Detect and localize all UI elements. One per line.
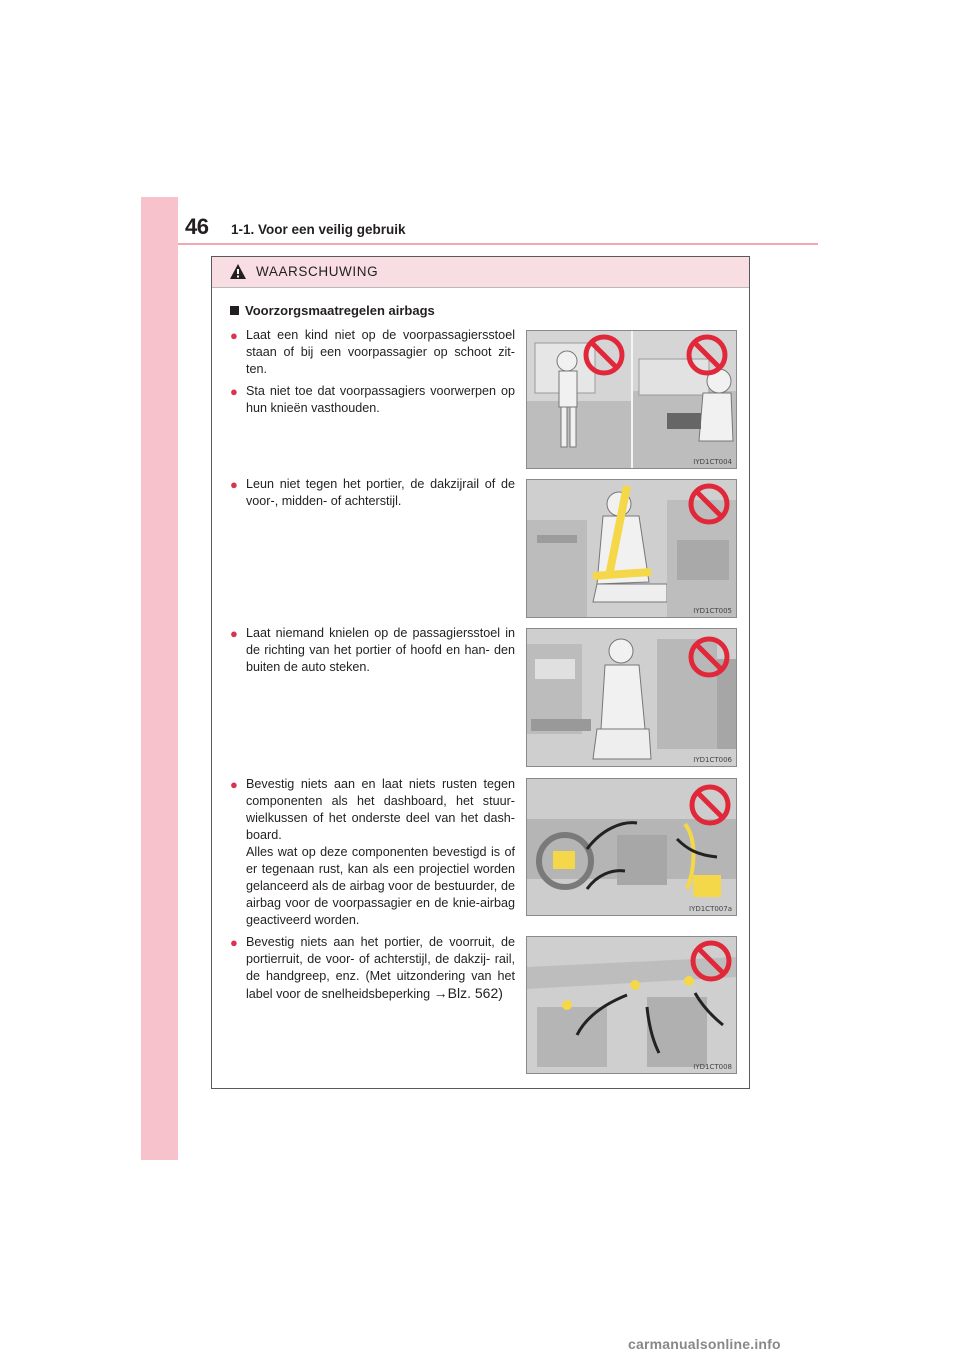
bullet-icon: ● — [230, 384, 238, 399]
list-item — [230, 625, 515, 676]
list-item — [230, 476, 515, 510]
illustration-child-standing — [526, 330, 737, 469]
figure-id: IYD1CT004 — [693, 458, 732, 466]
list-item-text — [246, 934, 515, 1003]
prohibition-icon — [687, 482, 731, 526]
list-item — [230, 776, 515, 929]
list-item-text-main: Bevestig niets aan het portier, de voorruit, de portierruit, de voor- of achterstijl, de dakzij- rail, de handgreep, enz. (Met uitzondering van het label voor de snelheidsbeperking — [246, 935, 515, 1001]
illustration-dashboard-objects — [526, 778, 737, 916]
bullet-icon: ● — [230, 328, 238, 343]
prohibition-icon — [685, 333, 729, 377]
prohibition-icon — [582, 333, 626, 377]
prohibition-icon — [689, 939, 733, 983]
bullet-icon: ● — [230, 935, 238, 950]
figure-id: IYD1CT007a — [689, 905, 732, 913]
section-title: 1-1. Voor een veilig gebruik — [231, 222, 406, 237]
prohibition-icon — [688, 783, 732, 827]
list-item — [230, 934, 515, 1003]
list-item-text-continued: Alles wat op deze componenten bevestigd is of er tegenaan rust, kan als een projectiel worden gelanceerd als de airbag voor de bestuurder, de airbag voor de voorpassagier en de knie-airbag geactiveerd worden. — [246, 845, 515, 927]
square-bullet-icon — [230, 306, 239, 315]
list-item-text: Laat een kind niet op de voorpassagiersstoel staan of bij een voorpassagier op schoot zit- ten. — [246, 328, 515, 376]
prohibition-icon — [687, 635, 731, 679]
illustration-leaning-on-pillar — [526, 479, 737, 618]
list-item — [230, 383, 515, 417]
page-reference: →Blz. 562) — [433, 985, 503, 1001]
warning-triangle-icon — [229, 263, 247, 280]
warning-box — [211, 256, 750, 1089]
warning-heading-text: Voorzorgsmaatregelen airbags — [245, 303, 435, 318]
watermark: carmanualsonline.info — [628, 1336, 781, 1352]
list-item — [230, 327, 515, 378]
figure-id: IYD1CT008 — [693, 1063, 732, 1071]
list-item-text: Sta niet toe dat voorpassagiers voorwerpen op hun knieën vasthouden. — [246, 384, 515, 415]
chapter-sidebar — [141, 197, 178, 1160]
illustration-interior-objects — [526, 936, 737, 1074]
list-item-text: Bevestig niets aan en laat niets rusten tegen componenten als het dashboard, het stuur- wielkussen of het onderste deel van het dash- board. — [246, 777, 515, 842]
warning-heading — [230, 303, 435, 318]
header-divider — [178, 243, 818, 245]
figure-id: IYD1CT006 — [693, 756, 732, 764]
bullet-icon: ● — [230, 777, 238, 792]
bullet-icon: ● — [230, 626, 238, 641]
list-item-text: Laat niemand knielen op de passagiersstoel in de richting van het portier of hoofd en han- den buiten de auto steken. — [246, 626, 515, 674]
page-number: 46 — [185, 214, 209, 239]
warning-title: WAARSCHUWING — [256, 264, 379, 279]
figure-id: IYD1CT005 — [693, 607, 732, 615]
bullet-icon: ● — [230, 477, 238, 492]
illustration-kneeling-passenger — [526, 628, 737, 767]
warning-header — [212, 257, 749, 288]
list-item-text: Leun niet tegen het portier, de dakzijrail of de voor-, midden- of achterstijl. — [246, 477, 515, 508]
